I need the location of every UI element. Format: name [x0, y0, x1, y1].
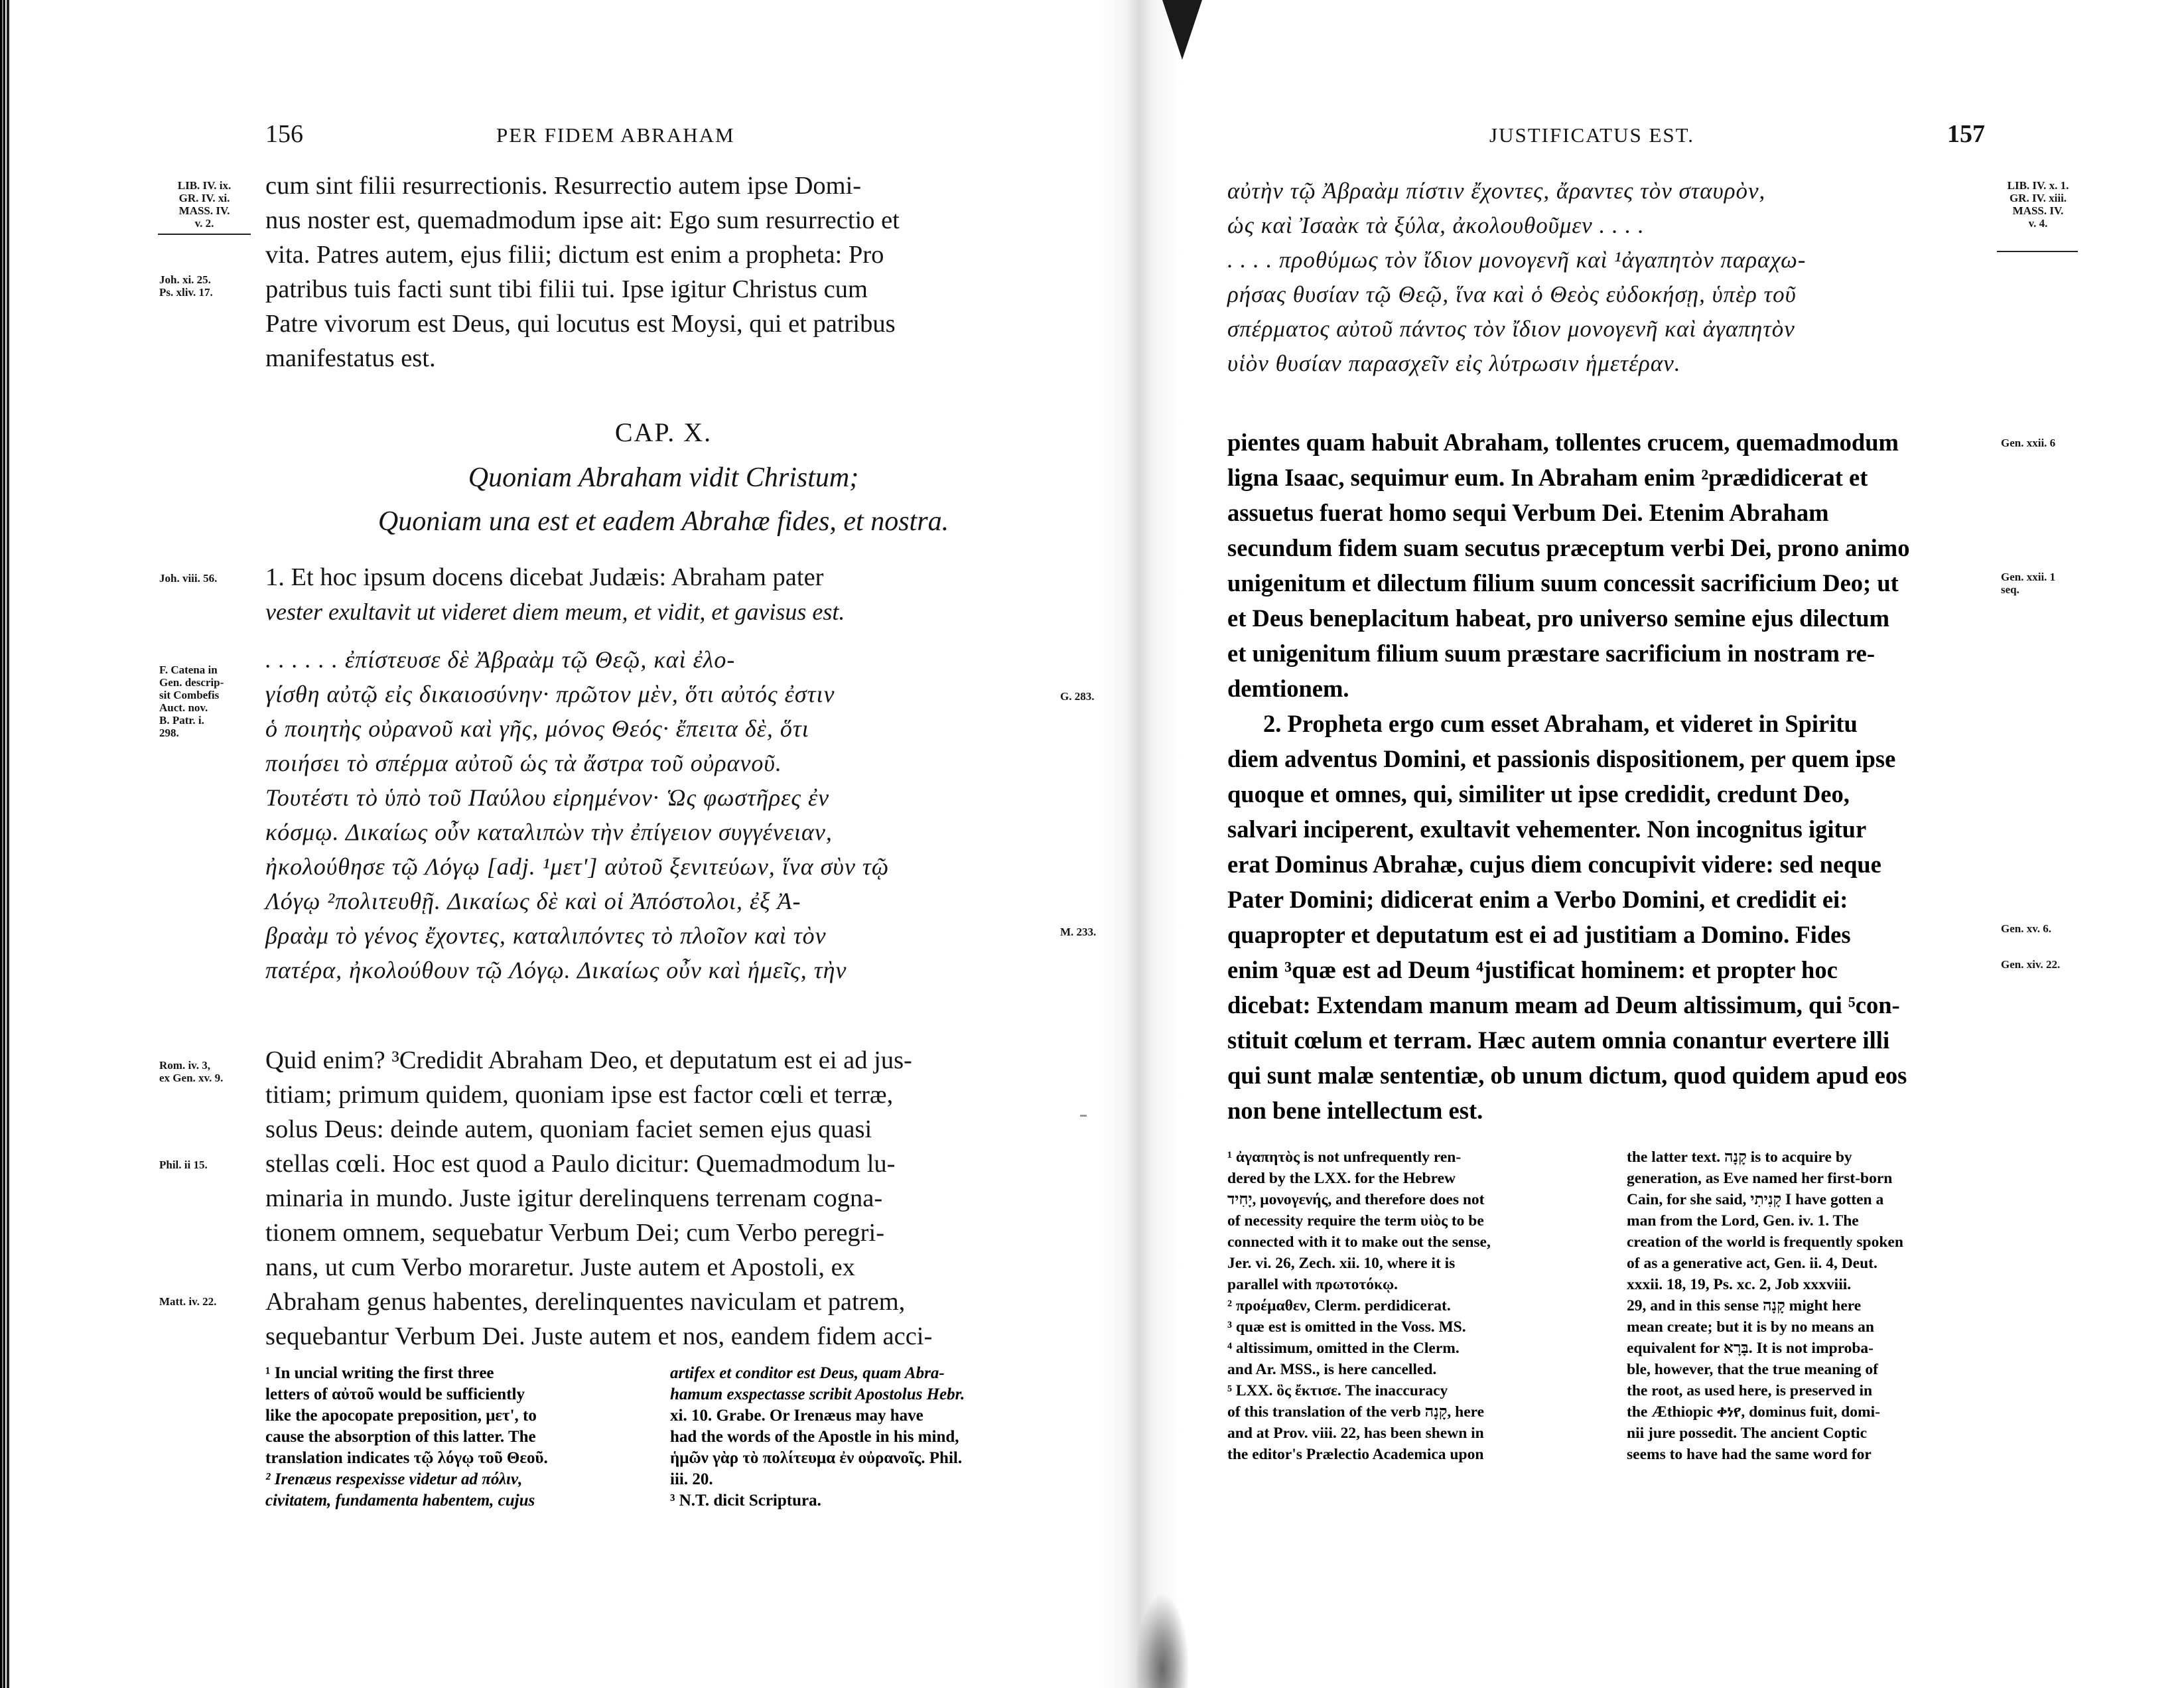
margin-mark	[1080, 1115, 1087, 1117]
greek-line: ὡς καὶ Ἰσαὰκ τὰ ξύλα, ἀκολουθοῦμεν . . . .	[1227, 212, 1645, 238]
text-line: erat Dominus Abrahæ, cujus diem concupivit videre: sed neque	[1227, 851, 1881, 878]
greek-line: πατέρα, ἠκολούθουν τῷ Λόγῳ. Δικαίως οὖν καὶ ἡμεῖς, τὴν	[265, 957, 847, 983]
margin-line: v. 4.	[2028, 217, 2048, 230]
footnote-line: Jer. vi. 26, Zech. xii. 10, where it is	[1227, 1255, 1456, 1272]
margin-reference-matt: Matt. iv. 22.	[159, 1295, 217, 1308]
margin-reference-m233: M. 233.	[1060, 926, 1097, 938]
footnote-line: and at Prov. viii. 22, has been shewn in	[1227, 1425, 1484, 1442]
footnote-line: the root, as used here, is preserved in	[1627, 1382, 1873, 1399]
text-line: minaria in mundo. Juste igitur derelinquens terrenam cogna-	[265, 1184, 883, 1212]
text-line: Abraham genus habentes, derelinquentes naviculam et patrem,	[265, 1288, 906, 1316]
margin-line: LIB. IV. ix.	[177, 179, 232, 192]
margin-line: seq.	[2001, 583, 2019, 596]
footnote-line: ⁴ altissimum, omitted in the Clerm.	[1227, 1340, 1460, 1357]
greek-line: σπέρματος αὐτοῦ πάντος τὸν ἴδιον μονογενῆ καὶ ἀγαπητὸν	[1227, 316, 1795, 342]
margin-line: MASS. IV.	[2012, 204, 2064, 217]
text-line: et unigenitum filium suum præstare sacrificium in nostram re-	[1227, 640, 1875, 667]
margin-line: 298.	[159, 727, 179, 739]
text-line: cum sint filii resurrectionis. Resurrectio autem ipse Domi-	[265, 172, 862, 200]
footnote-line: dered by the LXX. for the Hebrew	[1227, 1170, 1456, 1187]
footnote-line: connected with it to make out the sense,	[1227, 1233, 1491, 1251]
margin-reference-lib	[1998, 179, 2078, 230]
footnote-line: of necessity require the term υἱὸς to be	[1227, 1212, 1484, 1230]
paragraph-1	[265, 560, 845, 629]
footnote-line: ³ quæ est is omitted in the Voss. MS.	[1227, 1318, 1466, 1336]
margin-reference-gen-xxii-6: Gen. xxii. 6	[2001, 437, 2056, 449]
footnote-line: equivalent for בָּרָא. It is not improba-	[1627, 1340, 1874, 1357]
footnote-line: of this translation of the verb קָנָה, here	[1227, 1403, 1485, 1421]
text-line: ligna Isaac, sequimur eum. In Abraham enim ²prædidicerat et	[1227, 464, 1868, 491]
text-line: enim ³quæ est ad Deum ⁴justificat hominem: et propter hoc	[1227, 956, 1838, 983]
margin-reference-gen-xv-6: Gen. xv. 6.	[2001, 922, 2052, 935]
text-line: pientes quam habuit Abraham, tollentes crucem, quemadmodum	[1227, 429, 1899, 456]
book-spine-shadow	[1101, 0, 1181, 1688]
text-line: vester exultavit ut videret diem meum, et vidit, et gavisus est.	[265, 598, 845, 625]
text-line: nus noster est, quemadmodum ipse ait: Ego sum resurrectio et	[265, 206, 900, 234]
footnote-line: generation, as Eve named her first-born	[1627, 1170, 1893, 1187]
text-line: nans, ut cum Verbo moraretur. Juste autem et Apostoli, ex	[265, 1253, 855, 1281]
margin-rule	[158, 234, 251, 235]
text-line: Quid enim? ³Credidit Abraham Deo, et deputatum est ei ad jus-	[265, 1046, 912, 1074]
margin-line: Gen. xxii. 1	[2001, 571, 2056, 583]
text-line: secundum fidem suam secutus præceptum verbi Dei, prono animo	[1227, 534, 1910, 561]
footnote-line: civitatem, fundamenta habentem, cujus	[265, 1492, 535, 1510]
margin-reference-gen-xiv-22: Gen. xiv. 22.	[2001, 958, 2061, 971]
footnote-line: 29, and in this sense קָנָה might here	[1627, 1297, 1862, 1314]
margin-reference-gen-xxii-1	[2001, 571, 2055, 596]
footnote-line: ¹ In uncial writing the first three	[265, 1364, 494, 1382]
footnotes-column-1	[265, 1363, 548, 1512]
text-line: Patre vivorum est Deus, qui locutus est Moysi, qui et patribus	[265, 310, 896, 338]
text-line: solus Deus: deinde autem, quoniam faciet semen ejus quasi	[265, 1115, 872, 1143]
text-line: diem adventus Domini, et passionis dispositionem, per quem ipse	[1227, 745, 1896, 772]
margin-line: sit Combefis	[159, 689, 220, 701]
footnote-line: man from the Lord, Gen. iv. 1. The	[1627, 1212, 1859, 1230]
greek-line: ὁ ποιητὴς οὐρανοῦ καὶ γῆς, μόνος Θεός· ἔπειτα δὲ, ὅτι	[265, 715, 809, 742]
text-line: 1. Et hoc ipsum docens dicebat Judæis: Abraham pater	[265, 563, 824, 591]
chapter-subtitle-1: Quoniam Abraham vidit Christum;	[468, 462, 859, 493]
text-line: dicebat: Extendam manum meam ad Deum altissimum, qui ⁵con-	[1227, 991, 1900, 1019]
greek-line: γίσθη αὐτῷ εἰς δικαιοσύνην· πρῶτον μὲν, ὅτι αὐτός ἐστιν	[265, 681, 835, 707]
footnote-line: of as a generative act, Gen. ii. 4, Deut.	[1627, 1255, 1877, 1272]
footnote-line: ἡμῶν γὰρ τὸ πολίτευμα ἐν οὐρανοῖς. Phil.	[670, 1449, 963, 1467]
margin-line: Gen. descrip-	[159, 676, 224, 689]
text-line: patribus tuis facti sunt tibi filii tui. Ipse igitur Christus cum	[265, 275, 868, 303]
margin-reference-lib	[158, 179, 251, 230]
latin-paragraph	[1227, 425, 1909, 1128]
footnote-line: like the apocopate preposition, μετ', to	[265, 1407, 537, 1425]
greek-quotation	[265, 642, 889, 987]
footnotes-column-2	[670, 1363, 965, 1512]
footnote-line: parallel with πρωτοτόκῳ.	[1227, 1276, 1399, 1293]
margin-reference-catena	[159, 664, 224, 739]
greek-line: Τουτέστι τὸ ὑπὸ τοῦ Παύλου εἰρημένον· Ὡς φωστῆρες ἐν	[265, 784, 830, 811]
margin-reference-joh-xi	[159, 273, 213, 299]
footnote-line: ¹ ἀγαπητὸς is not unfrequently ren-	[1227, 1149, 1462, 1166]
footnote-line: cause the absorption of this latter. The	[265, 1428, 536, 1446]
greek-line: βραὰμ τὸ γένος ἔχοντες, καταλιπόντες τὸ πλοῖον καὶ τὸν	[265, 922, 827, 949]
margin-reference-g283: G. 283.	[1060, 690, 1095, 703]
footnotes-column-1	[1227, 1147, 1491, 1465]
greek-line: ποιήσει τὸ σπέρμα αὐτοῦ ὡς τὰ ἄστρα τοῦ οὐρανοῦ.	[265, 750, 782, 776]
footnote-line: nii jure possedit. The ancient Coptic	[1627, 1425, 1868, 1442]
footnote-line: mean create; but it is by no means an	[1627, 1318, 1874, 1336]
text-line: stituit cœlum et terram. Hæc autem omnia conantur evertere illi	[1227, 1026, 1890, 1054]
text-line: qui sunt malæ sententiæ, ob unum dictum, quod quidem apud eos	[1227, 1062, 1907, 1089]
greek-line: υἱὸν θυσίαν παρασχεῖν εἰς λύτρωσιν ἡμετέραν.	[1227, 350, 1681, 376]
greek-quotation	[1227, 174, 1806, 381]
text-line: quapropter et deputatum est ei ad justitiam a Domino. Fides	[1227, 921, 1851, 948]
margin-line: F. Catena in	[159, 664, 218, 676]
margin-line: v. 2.	[194, 217, 214, 230]
footnote-line: the editor's Prælectio Academica upon	[1227, 1446, 1484, 1463]
footnote-line: iii. 20.	[670, 1470, 713, 1488]
margin-line: LIB. IV. x. 1.	[2007, 179, 2069, 192]
footnote-line: ² Irenæus respexisse videtur ad πόλιν,	[265, 1470, 523, 1488]
margin-reference-joh-viii: Joh. viii. 56.	[159, 572, 218, 585]
intro-paragraph	[265, 169, 900, 376]
greek-line: ρήσας θυσίαν τῷ Θεῷ, ἵνα καὶ ὁ Θεὸς εὐδοκήσῃ, ὑπὲρ τοῦ	[1227, 281, 1797, 307]
latin-paragraph	[265, 1043, 932, 1354]
greek-line: . . . . . . ἐπίστευσε δὲ Ἀβραὰμ τῷ Θεῷ, καὶ ἐλο-	[265, 646, 736, 673]
footnotes-column-2	[1627, 1147, 1903, 1465]
text-line: vita. Patres autem, ejus filii; dictum est enim a propheta: Pro	[265, 241, 884, 269]
footnote-line: artifex et conditor est Deus, quam Abra-	[670, 1364, 945, 1382]
footnote-line: seems to have had the same word for	[1627, 1446, 1872, 1463]
text-line: tionem omnem, sequebatur Verbum Dei; cum Verbo peregri-	[265, 1219, 885, 1247]
text-line: sequebantur Verbum Dei. Juste autem et nos, eandem fidem acci-	[265, 1322, 933, 1350]
running-head: PER FIDEM ABRAHAM	[496, 123, 735, 147]
text-line: assuetus fuerat homo sequi Verbum Dei. Etenim Abraham	[1227, 499, 1829, 526]
margin-line: Joh. xi. 25.	[159, 273, 211, 286]
text-line: stellas cœli. Hoc est quod a Paulo dicitur: Quemadmodum lu-	[265, 1150, 896, 1178]
text-line: quoque et omnes, qui, similiter ut ipse credidit, credunt Deo,	[1227, 780, 1850, 808]
footnote-line: xi. 10. Grabe. Or Irenæus may have	[670, 1407, 923, 1425]
footnote-line: ³ N.T. dicit Scriptura.	[670, 1492, 821, 1510]
footnote-line: hamum exspectasse scribit Apostolus Hebr.	[670, 1385, 965, 1403]
footnote-line: creation of the world is frequently spoken	[1627, 1233, 1903, 1251]
text-line: 2. Propheta ergo cum esset Abraham, et videret in Spiritu	[1263, 710, 1858, 737]
footnote-line: translation indicates τῷ λόγῳ τοῦ Θεοῦ.	[265, 1449, 548, 1467]
chapter-heading: CAP. X.	[614, 417, 713, 447]
footnote-line: ⁵ LXX. ὃς ἔκτισε. The inaccuracy	[1227, 1382, 1448, 1399]
footnote-line: יָחִיד, μονογενής, and therefore does not	[1227, 1191, 1485, 1208]
greek-line: αὐτὴν τῷ Ἀβραὰμ πίστιν ἔχοντες, ἄραντες τὸν σταυρὸν,	[1227, 178, 1766, 204]
text-line: titiam; primum quidem, quoniam ipse est factor cœli et terræ,	[265, 1081, 894, 1109]
running-head: JUSTIFICATUS EST.	[1489, 123, 1695, 147]
margin-line: ex Gen. xv. 9.	[159, 1072, 224, 1084]
footnote-line: ble, however, that the true meaning of	[1627, 1361, 1879, 1378]
margin-line: Rom. iv. 3,	[159, 1059, 210, 1072]
text-line: unigenitum et dilectum filium suum concessit sacrificium Deo; ut	[1227, 569, 1899, 597]
text-line: manifestatus est.	[265, 344, 436, 372]
text-line: demtionem.	[1227, 675, 1349, 702]
margin-line: MASS. IV.	[178, 204, 230, 217]
margin-reference-rom	[159, 1059, 223, 1084]
greek-line: κόσμῳ. Δικαίως οὖν καταλιπὼν τὴν ἐπίγειον συγγένειαν,	[265, 819, 833, 845]
margin-line: GR. IV. xi.	[178, 192, 230, 204]
text-line: salvari inciperent, exultavit vehementer. Non incognitus igitur	[1227, 815, 1867, 843]
footnote-line: the Æthiopic ቀነየ, dominus fuit, domi-	[1627, 1403, 1880, 1421]
greek-line: ἠκολούθησε τῷ Λόγῳ [adj. ¹μετ'] αὐτοῦ ξενιτεύων, ἵνα σὺν τῷ	[265, 853, 890, 880]
text-line: Pater Domini; didicerat enim a Verbo Domini, et credidit ei:	[1227, 886, 1848, 913]
footnote-line: Cain, for she said, קָנִיתִי I have gotten a	[1627, 1191, 1884, 1208]
chapter-subtitle-2: Quoniam una est et eadem Abrahæ fides, et nostra.	[377, 506, 949, 537]
margin-line: Auct. nov.	[159, 701, 208, 714]
margin-line: Ps. xliv. 17.	[159, 286, 213, 299]
margin-rule	[1997, 251, 2078, 252]
text-line: et Deus beneplacitum habeat, pro universo semine ejus dilectum	[1227, 604, 1889, 632]
page-number: 156	[265, 120, 303, 148]
footnote-line: letters of αὐτοῦ would be sufficiently	[265, 1385, 525, 1403]
greek-line: Λόγῳ ²πολιτευθῇ. Δικαίως δὲ καὶ οἱ Ἀπόστολοι, ἐξ Ἀ-	[265, 888, 801, 914]
margin-line: GR. IV. xiii.	[2009, 192, 2067, 204]
footnote-line: xxxii. 18, 19, Ps. xc. 2, Job xxxviii.	[1627, 1276, 1852, 1293]
footnote-line: had the words of the Apostle in his mind,	[670, 1428, 959, 1446]
greek-line: . . . . προθύμως τὸν ἴδιον μονογενῆ καὶ ¹ἀγαπητὸν παραχω-	[1227, 247, 1807, 273]
right-page	[1181, 0, 2184, 1688]
margin-line: B. Patr. i.	[159, 714, 204, 727]
footnote-line: and Ar. MSS., is here cancelled.	[1227, 1361, 1437, 1378]
footnote-line: the latter text. קָנָה is to acquire by	[1627, 1149, 1852, 1166]
text-line: non bene intellectum est.	[1227, 1097, 1483, 1124]
page-number: 157	[1947, 120, 1985, 148]
margin-reference-phil: Phil. ii 15.	[159, 1159, 208, 1171]
footnote-line: ² προέμαθεν, Clerm. perdidicerat.	[1227, 1297, 1451, 1314]
